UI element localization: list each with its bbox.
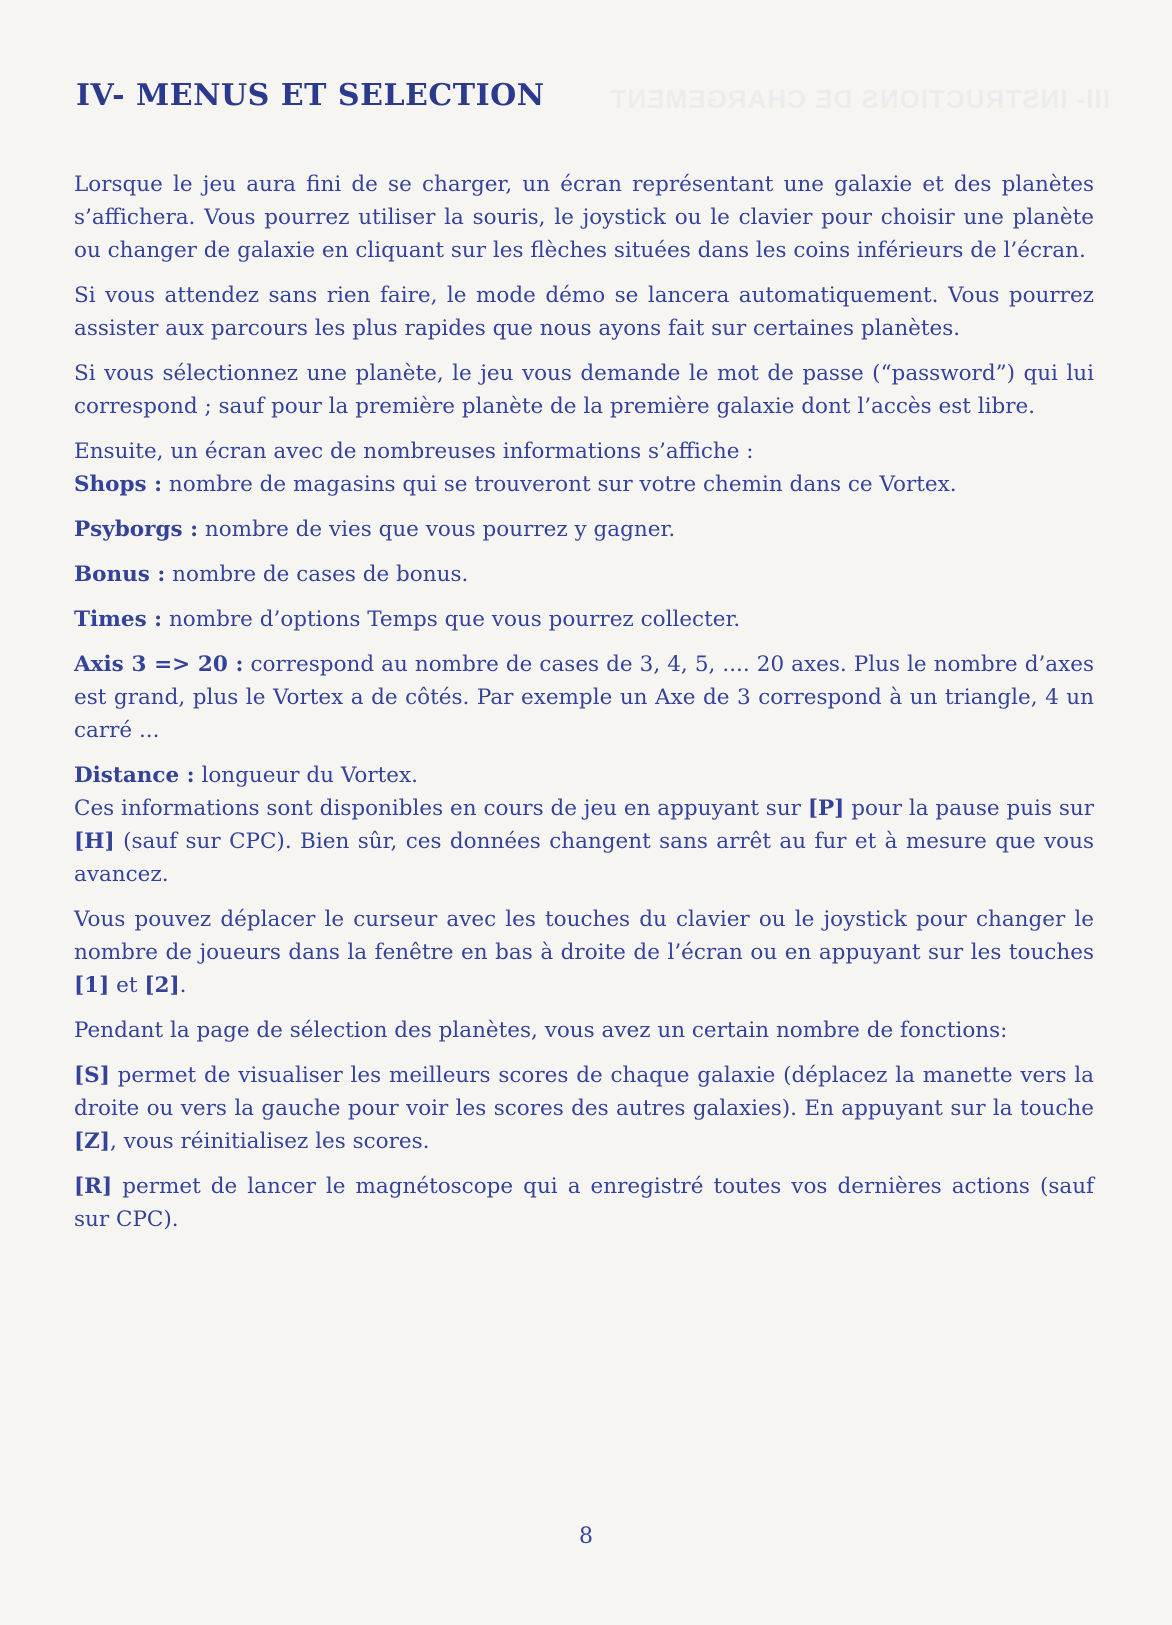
paragraph-recorder	[74, 1170, 1094, 1236]
text-run: permet de visualiser les meilleurs scores de chaque galaxie (déplacez la manette vers la droite ou vers la gauche pour voir les scores des autres galaxies). En appuyant sur la touche	[74, 1063, 1094, 1121]
paragraph-scores	[74, 1059, 1094, 1158]
paragraph-info-screen: Ensuite, un écran avec de nombreuses informations s’affiche :	[74, 439, 754, 464]
key-s: [S]	[74, 1063, 110, 1088]
info-item-times	[74, 603, 1094, 636]
info-desc: nombre de magasins qui se trouveront sur votre chemin dans ce Vortex.	[162, 472, 957, 497]
page-number: 8	[579, 1524, 593, 1549]
info-item-shops	[74, 468, 1094, 501]
paragraph-demo-mode: Si vous attendez sans rien faire, le mode démo se lancera automatiquement. Vous pourrez assister aux parcours les plus rapides que nous ayons fait sur certaines planètes.	[74, 283, 1094, 341]
info-item-bonus	[74, 558, 1094, 591]
info-item-distance	[74, 759, 1094, 792]
key-h: [H]	[74, 829, 115, 854]
paragraph-players	[74, 903, 1094, 1002]
text-run: Vous pouvez déplacer le curseur avec les touches du clavier ou le joystick pour changer le nombre de joueurs dans la fenêtre en bas à droite de l’écran ou en appuyant sur les touches	[74, 907, 1094, 965]
text-run: , vous réinitialisez les scores.	[110, 1129, 430, 1154]
text-run: Ces informations sont disponibles en cours de jeu en appuyant sur	[74, 796, 808, 821]
info-desc: nombre de cases de bonus.	[165, 562, 469, 587]
section-body	[74, 168, 1094, 1248]
info-desc: correspond au nombre de cases de 3, 4, 5, .... 20 axes. Plus le nombre d’axes est grand, plus le Vortex a de côtés. Par exemple un Axe de 3 correspond à un triangle, 4 un carré ...	[74, 652, 1095, 743]
info-desc: nombre de vies que vous pourrez y gagner.	[198, 517, 676, 542]
text-run: et	[109, 973, 145, 998]
info-term: Distance :	[74, 763, 195, 788]
bleed-through-heading: III- INSTRUCTIONS DE CHARGEMENT	[609, 84, 1110, 114]
text-run: (sauf sur CPC). Bien sûr, ces données changent sans arrêt au fur et à mesure que vous avancez.	[74, 829, 1094, 887]
text-run: .	[179, 973, 187, 998]
info-item-axis	[74, 648, 1094, 747]
info-term: Shops :	[74, 472, 163, 497]
paragraph-intro: Lorsque le jeu aura fini de se charger, un écran représentant une galaxie et des planètes s’affichera. Vous pourrez utiliser la souris, le joystick ou le clavier pour choisir une planète ou changer de galaxie en cliquant sur les flèches situées dans les coins inférieurs de l’écran.	[74, 172, 1094, 263]
key-r: [R]	[74, 1174, 113, 1199]
info-desc: nombre d’options Temps que vous pourrez collecter.	[162, 607, 741, 632]
text-run: permet de lancer le magnétoscope qui a enregistré toutes vos dernières actions (sauf sur CPC).	[74, 1174, 1094, 1232]
info-desc: longueur du Vortex.	[194, 763, 418, 788]
paragraph-password: Si vous sélectionnez une planète, le jeu vous demande le mot de passe (“password”) qui lui correspond ; sauf pour la première planète de la première galaxie dont l’accès est libre.	[74, 361, 1094, 419]
info-term: Psyborgs :	[74, 517, 199, 542]
text-run: pour la pause puis sur	[844, 796, 1095, 821]
paragraph-functions: Pendant la page de sélection des planètes, vous avez un certain nombre de fonctions:	[74, 1018, 1008, 1043]
info-term: Times :	[74, 607, 163, 632]
paragraph-pause-keys	[74, 792, 1094, 891]
key-z: [Z]	[74, 1129, 111, 1154]
info-term: Bonus :	[74, 562, 166, 587]
info-term: Axis 3 => 20 :	[74, 652, 244, 677]
key-p: [P]	[807, 796, 845, 821]
section-title: IV- MENUS ET SELECTION	[76, 78, 545, 113]
key-2: [2]	[144, 973, 180, 998]
key-1: [1]	[74, 973, 110, 998]
info-item-psyborgs	[74, 513, 1094, 546]
